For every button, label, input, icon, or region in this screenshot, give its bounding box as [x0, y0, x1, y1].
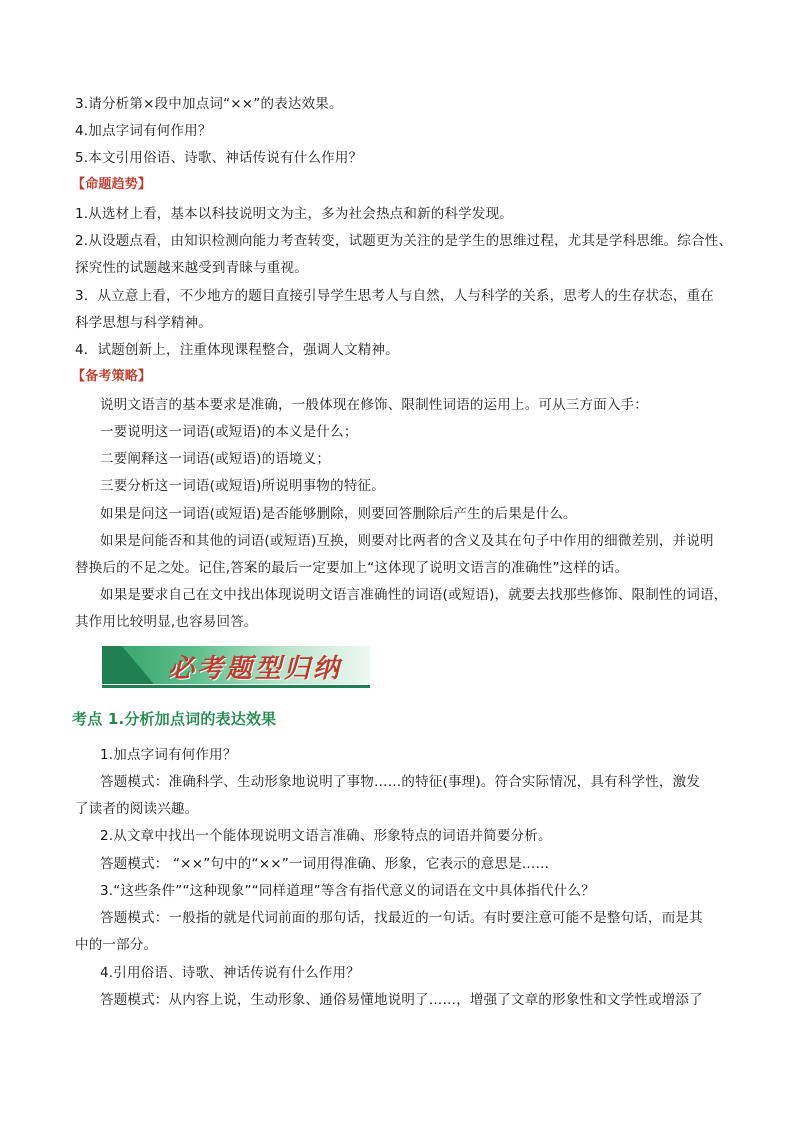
paragraph-line: 其作用比较明显,也容易回答。 [75, 614, 258, 630]
answer-line: 答题模式：从内容上说，生动形象、通俗易懂地说明了……，增强了文章的形象性和文学性或增添了 [100, 992, 703, 1008]
answer-line: 答题模式：准确科学、生动形象地说明了事物……的特征(事理)。符合实际情况，具有科学性，激发 [100, 774, 701, 790]
paragraph-line: 如果是问这一词语(或短语)是否能够删除，则要回答删除后产生的后果是什么。 [100, 506, 577, 522]
paragraph-line: 4．试题创新上，注重体现课程整合，强调人文精神。 [75, 342, 399, 358]
answer-line: 答题模式： “××”句中的“××”一词用得准确、形象，它表示的意思是…… [100, 856, 550, 872]
answer-line: 答题模式：一般指的就是代词前面的那句话，找最近的一句话。有时要注意可能不是整句话，而是其 [100, 910, 703, 926]
question-line: 4.引用俗语、诗歌、神话传说有什么作用？ [100, 965, 360, 981]
answer-line: 了读者的阅读兴趣。 [75, 801, 199, 817]
paragraph-line: 替换后的不足之处。记住,答案的最后一定要加上“这体现了说明文语言的准确性”这样的话。 [75, 560, 629, 576]
question-line: 1.加点字词有何作用？ [100, 747, 237, 763]
paragraph-line: 探究性的试题越来越受到青睐与重视。 [75, 260, 308, 276]
section-banner [102, 646, 370, 688]
paragraph-line: 1.从选材上看，基本以科技说明文为主，多为社会热点和新的科学发现。 [75, 206, 513, 222]
banner-underline [102, 685, 370, 688]
list-item: 4.加点字词有何作用？ [75, 123, 212, 139]
paragraph-line: 科学思想与科学精神。 [75, 315, 212, 331]
paragraph-line: 如果是要求自己在文中找出体现说明文语言准确性的词语(或短语)，就要去找那些修饰、限制性的词语， [100, 587, 728, 603]
paragraph-line: 3．从立意上看，不少地方的题目直接引导学生思考人与自然，人与科学的关系，思考人的生存状态，重在 [75, 288, 714, 304]
paragraph-line: 二要阐释这一词语(或短语)的语境义； [100, 451, 331, 467]
answer-line: 中的一部分。 [75, 937, 158, 953]
paragraph-line: 一要说明这一词语(或短语)的本义是什么； [100, 424, 358, 440]
paragraph-line: 2.从设题点看，由知识检测向能力考查转变，试题更为关注的是学生的思维过程，尤其是学科思维。综合性、 [75, 233, 733, 249]
section-heading-strategy: 【备考策略】 [72, 369, 152, 384]
kaodian-title: 考点 1.分析加点词的表达效果 [72, 710, 277, 728]
paragraph-line: 如果是问能否和其他的词语(或短语)互换，则要对比两者的含义及其在句子中作用的细微差别，并说明 [100, 533, 714, 549]
question-line: 2.从文章中找出一个能体现说明文语言准确、形象特点的词语并简要分析。 [100, 828, 552, 844]
list-item: 3.请分析第×段中加点词“××”的表达效果。 [75, 96, 343, 112]
banner-title: 必考题型归纳 [168, 654, 343, 684]
question-line: 3.“这些条件”“这种现象”“同样道理”等含有指代意义的词语在文中具体指代什么？ [100, 883, 595, 899]
section-heading-trend: 【命题趋势】 [72, 177, 152, 192]
paragraph-line: 说明文语言的基本要求是准确，一般体现在修饰、限制性词语的运用上。可从三方面入手： [100, 397, 648, 413]
list-item: 5.本文引用俗语、诗歌、神话传说有什么作用？ [75, 150, 363, 166]
paragraph-line: 三要分析这一词语(或短语)所说明事物的特征。 [100, 478, 385, 494]
